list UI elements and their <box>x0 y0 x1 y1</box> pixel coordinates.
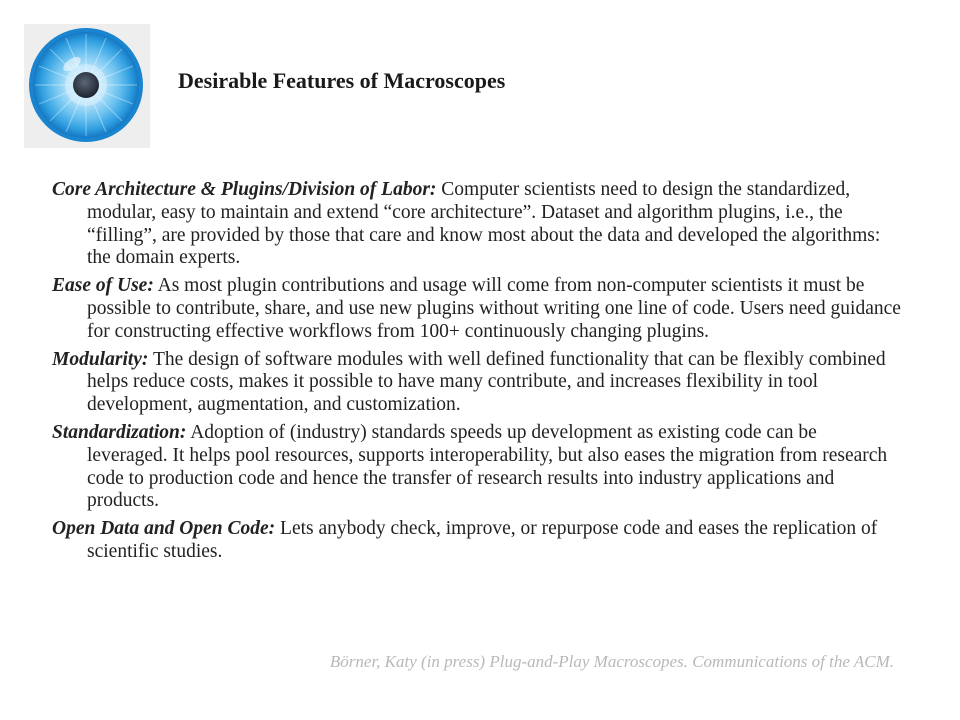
feature-term: Ease of Use: <box>52 275 154 297</box>
feature-term: Standardization: <box>52 421 187 443</box>
feature-term: Modularity: <box>52 348 149 370</box>
feature-open-data-open-code <box>52 518 902 564</box>
feature-term: Open Data and Open Code: <box>52 518 276 540</box>
feature-ease-of-use <box>52 275 902 343</box>
feature-description: As most plugin contributions and usage will come from non-computer scientists it must be possible to contribute, share, and use new plugins without writing one line of code. Users need guidance for constructing effective workflows from 100+ continuously changing plugins. <box>87 275 901 342</box>
page-title: Desirable Features of Macroscopes <box>178 68 506 93</box>
feature-description: Lets anybody check, improve, or repurpose code and eases the replication of scientific studies. <box>87 518 878 562</box>
macroscope-eye-icon <box>24 24 150 148</box>
feature-core-architecture <box>52 179 902 270</box>
feature-list <box>52 179 902 569</box>
feature-modularity <box>52 349 902 417</box>
feature-description: Computer scientists need to design the standardized, modular, easy to maintain and extend “core architecture”. Dataset and algorithm plugins, i.e., the “filling”, are provided by those that care and know most about the data and developed the algorithms: the domain experts. <box>87 179 881 269</box>
feature-description: Adoption of (industry) standards speeds up development as existing code can be leveraged. It helps pool resources, supports interoperability, but also eases the migration from research code to production code and hence the transfer of research results into industry applications and products. <box>87 421 888 512</box>
feature-term: Core Architecture & Plugins/Division of Labor: <box>52 179 437 200</box>
feature-standardization <box>52 422 902 513</box>
feature-description: The design of software modules with well defined functionality that can be flexibly combined helps reduce costs, makes it possible to have many contribute, and increases flexibility in tool development, augmentation, and customization. <box>87 348 886 416</box>
citation: Börner, Katy (in press) Plug-and-Play Macroscopes. Communications of the ACM. <box>329 652 894 671</box>
